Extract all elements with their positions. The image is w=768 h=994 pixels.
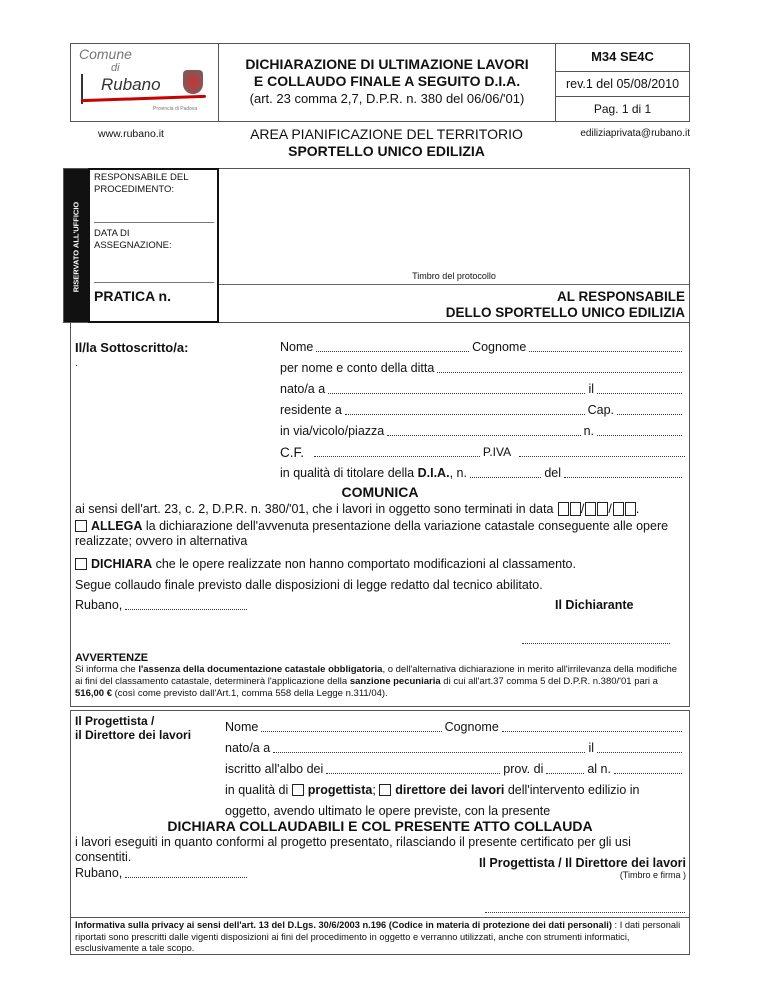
p-data-nascita-input[interactable] bbox=[597, 752, 682, 753]
progettista-label bbox=[75, 714, 191, 742]
p-cognome-label: Cognome bbox=[444, 720, 499, 734]
text: sanzione pecuniaria bbox=[349, 676, 441, 687]
addressee-line: AL RESPONSABILE bbox=[556, 289, 685, 304]
avvertenze-heading: AVVERTENZE bbox=[75, 652, 149, 664]
website: www.rubano.it bbox=[98, 128, 164, 140]
qualita-end: dell'intervento edilizio in bbox=[507, 783, 640, 797]
document-meta bbox=[556, 44, 689, 121]
logo-text: di bbox=[111, 62, 120, 74]
text: 516,00 € bbox=[75, 688, 112, 699]
field-row-via bbox=[280, 424, 685, 439]
signer-label: Il Dichiarante bbox=[555, 598, 634, 612]
department bbox=[218, 126, 555, 160]
responsabile-label: RESPONSABILE DEL PROCEDIMENTO: bbox=[94, 172, 189, 195]
prov-input[interactable] bbox=[546, 773, 584, 774]
avvertenze-text bbox=[75, 664, 687, 700]
cf-label: C.F. bbox=[280, 445, 305, 460]
p-nome-input[interactable] bbox=[261, 731, 441, 732]
al-n-label: al n. bbox=[587, 762, 611, 776]
p-signer-label: Il Progettista / Il Direttore dei lavori bbox=[479, 856, 686, 870]
coat-of-arms-icon bbox=[183, 70, 203, 94]
allega-checkbox[interactable] bbox=[75, 520, 87, 532]
text: , o dell'alternativa dichiarazione in merito all'irrilevanza della modifiche ai fini del classamento catastale, determinerà l'applicazione della bbox=[75, 664, 678, 687]
residenza-input[interactable] bbox=[345, 414, 585, 415]
logo-text: Provincia di Padova bbox=[153, 106, 198, 112]
declarant-label: Il/la Sottoscritto/a: bbox=[75, 340, 189, 355]
cap-label: Cap. bbox=[587, 403, 614, 417]
office-use-box bbox=[63, 168, 690, 323]
title-reference: (art. 23 comma 2,7, D.P.R. n. 380 del 06/06/'01) bbox=[249, 91, 525, 106]
text: di cui all'art.37 comma 5 del D.P.R. n.380/'01 pari a bbox=[440, 676, 658, 687]
cap-input[interactable] bbox=[617, 414, 682, 415]
completion-date-row bbox=[75, 502, 639, 517]
via-label: in via/vicolo/piazza bbox=[280, 424, 385, 438]
signature-date-input[interactable] bbox=[125, 609, 247, 610]
dia-label: D.I.A. bbox=[417, 466, 450, 480]
progettista-checkbox[interactable] bbox=[292, 784, 304, 796]
p-field-row-nome bbox=[225, 720, 685, 735]
label-line: il Direttore dei lavori bbox=[75, 728, 192, 742]
place-label: Rubano, bbox=[75, 598, 123, 612]
email: ediliziaprivata@rubano.it bbox=[580, 128, 690, 139]
p-field-row-albo bbox=[225, 762, 685, 777]
divider bbox=[94, 282, 214, 283]
prov-label: prov. di bbox=[503, 762, 544, 776]
text: Si informa che bbox=[75, 664, 139, 675]
piva-label: P.IVA bbox=[482, 445, 512, 459]
allega-option bbox=[75, 519, 685, 549]
cognome-label: Cognome bbox=[472, 340, 527, 354]
privacy-notice bbox=[70, 917, 690, 955]
date-box[interactable] bbox=[625, 502, 636, 516]
collauda-heading: DICHIARA COLLAUDABILI E COL PRESENTE ATTO COLLAUDA bbox=[167, 818, 593, 834]
title-line: DICHIARAZIONE DI ULTIMAZIONE LAVORI bbox=[245, 56, 529, 72]
p-place-label: Rubano, bbox=[75, 866, 123, 880]
stamp-label: (Timbro e firma ) bbox=[619, 870, 686, 880]
p-place-date-row bbox=[75, 866, 250, 881]
red-swoosh bbox=[81, 95, 206, 102]
albo-label: iscritto all'albo dei bbox=[225, 762, 324, 776]
nato-label: nato/a a bbox=[280, 382, 326, 396]
via-input[interactable] bbox=[387, 435, 580, 436]
allega-text: la dichiarazione dell'avvenuta presentazione della variazione catastale conseguente alle opere realizzate; ovvero in alternativa bbox=[75, 519, 669, 548]
progettista-option: progettista bbox=[307, 783, 373, 797]
field-row-nascita bbox=[280, 382, 685, 397]
dichiara-text: che le opere realizzate non hanno comportato modificazioni al classamento. bbox=[155, 557, 576, 571]
divider bbox=[219, 284, 689, 285]
data-assegnazione-label: DATA DI ASSEGNAZIONE: bbox=[94, 228, 172, 251]
office-fields bbox=[88, 168, 219, 323]
field-row-ditta bbox=[280, 361, 685, 376]
p-qualita-row bbox=[225, 783, 639, 797]
avvertenze bbox=[75, 652, 687, 700]
luogo-nascita-input[interactable] bbox=[328, 393, 585, 394]
cognome-input[interactable] bbox=[529, 351, 682, 352]
field-row-nome bbox=[280, 340, 685, 355]
albo-input[interactable] bbox=[326, 773, 500, 774]
date-box[interactable] bbox=[558, 502, 569, 516]
field-row-cf bbox=[280, 445, 688, 460]
text: (così come previsto dall'Art.1, comma 558 della Legge n.311/04). bbox=[111, 688, 388, 699]
cf-input[interactable] bbox=[314, 456, 480, 457]
dia-n-label: , n. bbox=[449, 466, 467, 480]
residente-label: residente a bbox=[280, 403, 342, 417]
dichiara-option bbox=[75, 557, 685, 572]
segue-text: Segue collaudo finale previsto dalle disposizioni di legge redatto dal tecnico abilitato. bbox=[75, 578, 543, 592]
del-label: del bbox=[544, 466, 561, 480]
p-luogo-nascita-input[interactable] bbox=[273, 752, 585, 753]
ditta-label: per nome e conto della ditta bbox=[280, 361, 435, 375]
area-name: AREA PIANIFICAZIONE DEL TERRITORIO bbox=[250, 126, 523, 142]
office-name: SPORTELLO UNICO EDILIZIA bbox=[288, 143, 485, 159]
completion-text: ai sensi dell'art. 23, c. 2, D.P.R. n. 380/'01, che i lavori in oggetto sono terminati in data bbox=[75, 502, 554, 516]
piva-input[interactable] bbox=[519, 456, 685, 457]
p-qualita-label: in qualità di bbox=[225, 783, 289, 797]
nome-label: Nome bbox=[280, 340, 314, 354]
declarant-dot: . bbox=[75, 358, 78, 369]
dichiara-label: DICHIARA bbox=[91, 557, 153, 571]
reserved-strip bbox=[64, 169, 88, 322]
date-box[interactable] bbox=[597, 502, 608, 516]
privacy-text: : I dati personali riportati sono prescritti dalle vigenti disposizioni ai fini del procedimento in oggetto e verranno utilizzati, anche con strumenti informatici, esclusivamente a tale scopo. bbox=[75, 920, 681, 953]
document-title bbox=[219, 44, 556, 121]
divider bbox=[94, 222, 214, 223]
p-nato-label: nato/a a bbox=[225, 741, 271, 755]
pratica-label: PRATICA n. bbox=[94, 288, 171, 304]
civico-label: n. bbox=[583, 424, 594, 438]
declarant-signature-line[interactable] bbox=[522, 643, 670, 644]
date-box[interactable] bbox=[570, 502, 581, 516]
addressee bbox=[219, 289, 685, 321]
direttore-checkbox[interactable] bbox=[379, 784, 391, 796]
date-box[interactable] bbox=[585, 502, 596, 516]
logo-text: Rubano bbox=[101, 75, 161, 94]
text: l'assenza della documentazione catastale obbligatoria bbox=[138, 664, 383, 675]
field-row-qualita bbox=[280, 466, 685, 481]
data-nascita-input[interactable] bbox=[597, 393, 682, 394]
dia-date-input[interactable] bbox=[564, 477, 682, 478]
albo-number-input[interactable] bbox=[614, 773, 682, 774]
title-line: E COLLAUDO FINALE A SEGUITO D.I.A. bbox=[253, 73, 521, 89]
p-signature-date-input[interactable] bbox=[125, 877, 247, 878]
allega-label: ALLEGA bbox=[91, 519, 143, 533]
label-line: Il Progettista / bbox=[75, 714, 155, 728]
p-field-row-nascita bbox=[225, 741, 685, 756]
collauda-text: i lavori eseguiti in quanto conformi al progetto presentato, rilasciando il presente certificato per gli usi consentiti. bbox=[75, 835, 631, 864]
separator: ; bbox=[372, 783, 376, 797]
civico-input[interactable] bbox=[597, 435, 682, 436]
field-row-residenza bbox=[280, 403, 685, 418]
p-signer bbox=[420, 856, 686, 880]
timbro-label: Timbro del protocollo bbox=[412, 271, 496, 281]
form-code: M34 SE4C bbox=[556, 44, 689, 72]
logo-text: Comune bbox=[79, 46, 132, 62]
reserved-label: RISERVATO ALL'UFFICIO bbox=[71, 201, 81, 293]
p-cognome-input[interactable] bbox=[502, 731, 682, 732]
p-nome-label: Nome bbox=[225, 720, 259, 734]
privacy-title: Informativa sulla privacy ai sensi dell'art. 13 del D.Lgs. 30/6/2003 n.196 (Codice in materia di protezione dei dati personali) bbox=[75, 920, 612, 930]
dichiara-checkbox[interactable] bbox=[75, 558, 87, 570]
dia-number-input[interactable] bbox=[470, 477, 541, 478]
p-il-label: il bbox=[588, 741, 594, 755]
comunica-heading: COMUNICA bbox=[341, 484, 419, 500]
qualita-label: in qualità di titolare della bbox=[280, 466, 415, 480]
il-label: il bbox=[588, 382, 594, 396]
oggetto-text: oggetto, avendo ultimato le opere previste, con la presente bbox=[225, 804, 551, 818]
addressee-line: DELLO SPORTELLO UNICO EDILIZIA bbox=[445, 305, 685, 320]
completion-date-input[interactable]: / / . bbox=[557, 502, 639, 517]
revision: rev.1 del 05/08/2010 bbox=[556, 72, 689, 97]
progettista-signature-line[interactable] bbox=[485, 912, 685, 913]
date-box[interactable] bbox=[613, 502, 624, 516]
direttore-option: direttore dei lavori bbox=[395, 783, 505, 797]
ditta-input[interactable] bbox=[437, 372, 682, 373]
municipality-logo bbox=[71, 44, 219, 121]
place-date-row bbox=[75, 598, 250, 613]
nome-input[interactable] bbox=[316, 351, 469, 352]
document-header bbox=[70, 43, 690, 122]
page-number: Pag. 1 di 1 bbox=[593, 102, 652, 116]
